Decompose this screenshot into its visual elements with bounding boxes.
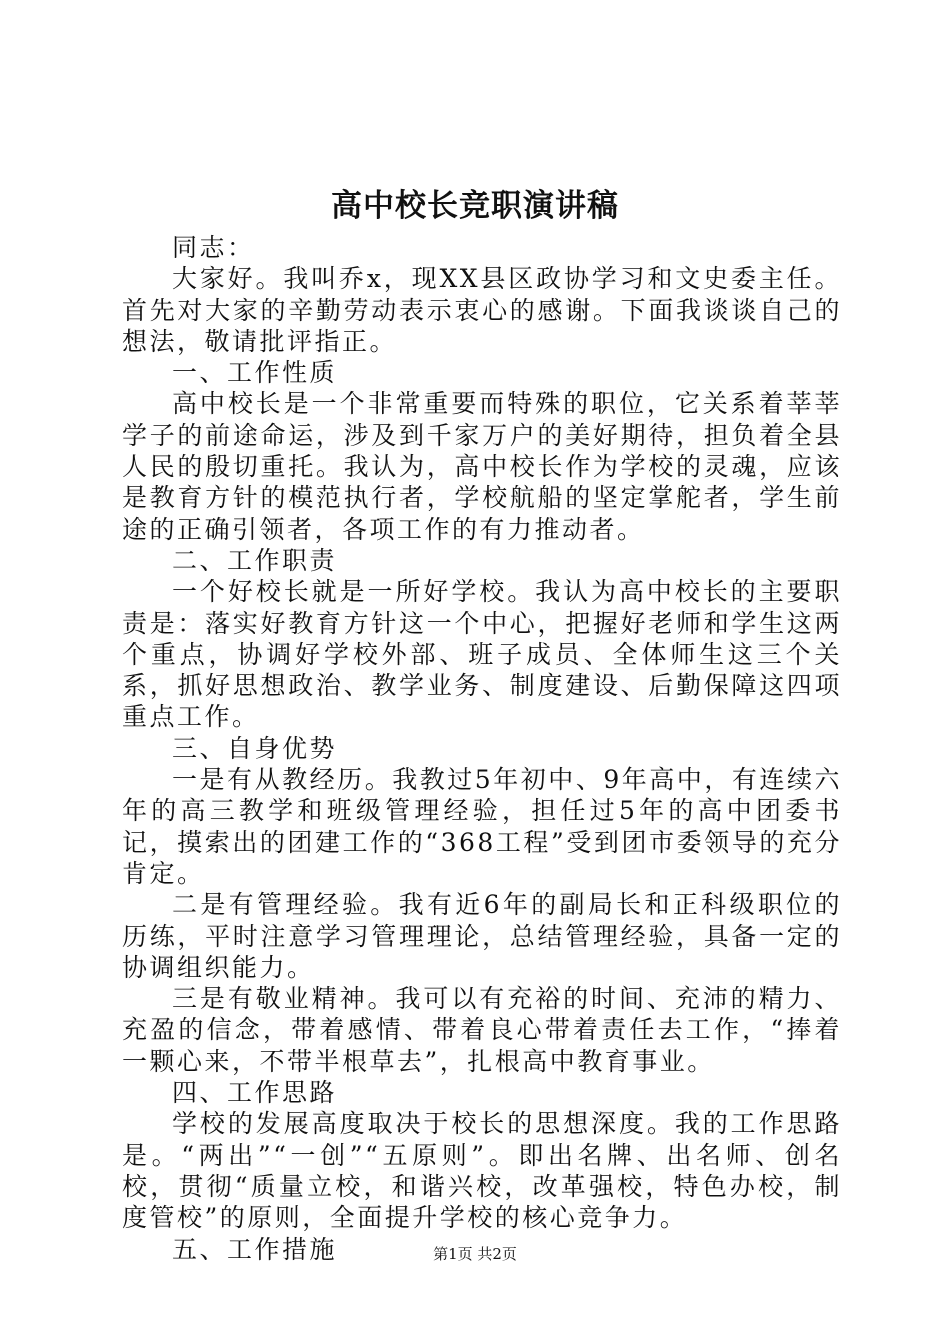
- page-footer: 第1页 共2页: [433, 1245, 517, 1263]
- paragraph-intro: 大家好。我叫乔x，现XX县区政协学习和文史委主任。首先对大家的辛勤劳动表示衷心的感谢。下面我谈谈自己的想法，敬请批评指正。: [122, 264, 842, 356]
- section-heading-ideas: 四、工作思路: [172, 1078, 338, 1108]
- paragraph-duties: 一个好校长就是一所好学校。我认为高中校长的主要职责是：落实好教育方针这一个中心，把握好老师和学生这两个重点，协调好学校外部、班子成员、全体师生这三个关系，抓好思想政治、教学业务、制度建设、后勤保障这四项重点工作。: [122, 577, 842, 732]
- salutation: 同志：: [172, 233, 255, 262]
- paragraph-strength-1: 一是有从教经历。我教过5年初中、9年高中，有连续六年的高三教学和班级管理经验，担任过5年的高中团委书记，摸索出的团建工作的“368工程”受到团市委领导的充分肯定。: [122, 765, 842, 888]
- section-heading-measures: 五、工作措施: [172, 1234, 338, 1264]
- paragraph-nature: 高中校长是一个非常重要而特殊的职位，它关系着莘莘学子的前途命运，涉及到千家万户的美好期待，担负着全县人民的殷切重托。我认为，高中校长作为学校的灵魂，应该是教育方针的模范执行者，学校航船的坚定掌舵者，学生前途的正确引领者，各项工作的有力推动者。: [122, 389, 842, 544]
- section-heading-duties: 二、工作职责: [172, 545, 338, 575]
- paragraph-strength-2: 二是有管理经验。我有近6年的副局长和正科级职位的历练，平时注意学习管理理论，总结管理经验，具备一定的协调组织能力。: [122, 890, 842, 982]
- document-body: [122, 232, 842, 1265]
- paragraph-strength-3: 三是有敬业精神。我可以有充裕的时间、充沛的精力、充盈的信念，带着感情、带着良心带着责任去工作，“捧着一颗心来，不带半根草去”，扎根高中教育事业。: [122, 984, 842, 1076]
- section-heading-nature: 一、工作性质: [172, 358, 338, 388]
- document-title: 高中校长竞职演讲稿: [331, 188, 619, 224]
- paragraph-ideas: 学校的发展高度取决于校长的思想深度。我的工作思路是。“两出”“一创”“五原则”。即出名牌、出名师、创名校，贯彻“质量立校，和谐兴校，改革强校，特色办校，制度管校”的原则，全面提升学校的核心竞争力。: [122, 1109, 842, 1233]
- section-heading-strengths: 三、自身优势: [172, 733, 338, 763]
